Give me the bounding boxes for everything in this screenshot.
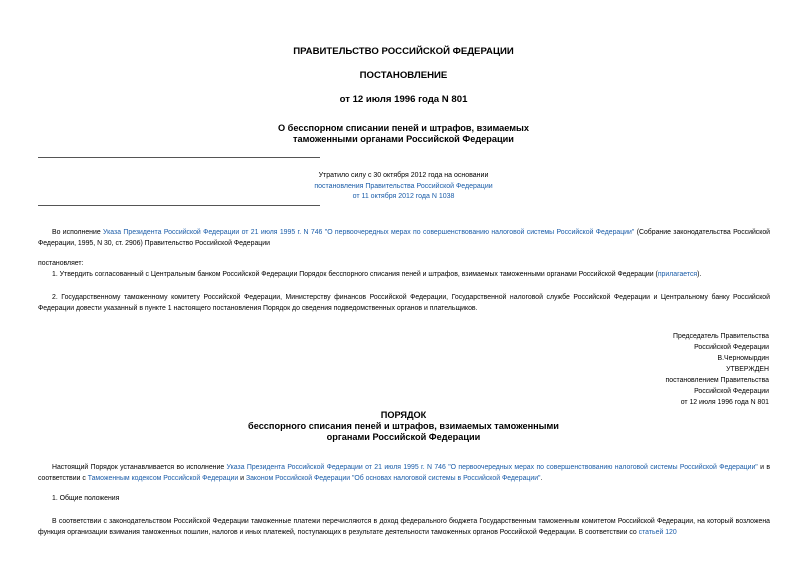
signature-line4: УТВЕРЖДЕН	[726, 366, 769, 373]
status-note	[250, 171, 557, 203]
procedure-intro-and: и	[238, 475, 246, 482]
section-1-text: В соответствии с законодательством Российской Федерации таможенные платежи перечисляются в доход федерального бюджета Государственным таможенным комитетом Российской Федерации, на который возложена функция организации взимания таможенных пошлин, налогов и иных платежей, поступающих в результате деятельности таможенных органов Российской Федерации. В соответствии со	[38, 518, 770, 536]
procedure-intro-middle: и в соответствии с	[38, 464, 771, 482]
item-1-suffix: ).	[697, 271, 702, 278]
decree-word: постановляет:	[38, 260, 84, 267]
preamble-decree-link[interactable]: Указа Президента Российской Федерации от 21 июля 1995 г. N 746 "О первоочередных мерах по совершенствованию налоговой системы Российской Федерации"	[103, 229, 635, 236]
date-number-heading: от 12 июля 1996 года N 801	[339, 94, 468, 105]
item-1-paragraph	[38, 269, 770, 280]
government-heading: ПРАВИТЕЛЬСТВО РОССИЙСКОЙ ФЕДЕРАЦИИ	[293, 46, 514, 57]
doc-title-line1: О бесспорном списании пеней и штрафов, взимаемых	[277, 123, 530, 133]
preamble-prefix: Во исполнение	[52, 229, 104, 236]
doc-type-heading: ПОСТАНОВЛЕНИЕ	[359, 70, 448, 81]
customs-code-link[interactable]: Таможенным кодексом Российской Федерации	[87, 475, 239, 482]
article-120-link[interactable]: статьей 120	[638, 529, 677, 536]
signature-block	[569, 331, 769, 408]
signature-line5: постановлением Правительства	[665, 377, 769, 384]
status-note-line1: Утратило силу с 30 октября 2012 года на основании	[318, 172, 489, 179]
signature-line1: Председатель Правительства	[673, 333, 769, 340]
preamble-paragraph	[38, 227, 770, 249]
divider-top	[38, 157, 320, 158]
section-1-paragraph	[38, 516, 770, 538]
section-1-heading: 1. Общие положения	[52, 495, 120, 502]
item-2-paragraph: 2. Государственному таможенному комитету Российской Федерации, Министерству финансов Российской Федерации, Государственной налоговой службе Российской Федерации и Центральному банку Российской Федерации довести указанный в пункте 1 настоящего постановления Порядок до сведения подведомственных органов и плательщиков.	[38, 294, 770, 312]
procedure-intro-paragraph	[38, 462, 770, 484]
item-1-text: 1. Утвердить согласованный с Центральным банком Российской Федерации Порядок бесспорного списания пеней и штрафов, взимаемых таможенными органами Российской Федерации (	[52, 271, 658, 278]
procedure-subtitle-line1: бесспорного списания пеней и штрафов, взимаемых таможенными	[248, 421, 559, 431]
preamble-suffix: (Собрание законодательства Российской Федерации, 1995, N 30, ст. 2906) Правительство Российской Федерации	[38, 229, 771, 247]
tax-system-law-link[interactable]: Законом Российской Федерации "Об основах налоговой системы в Российской Федерации"	[245, 475, 541, 482]
signature-line2: Российской Федерации	[694, 344, 769, 351]
procedure-subtitle-line2: органами Российской Федерации	[326, 432, 481, 442]
status-note-link-line3[interactable]: от 11 октября 2012 года N 1038	[352, 193, 455, 200]
item-1-attached-link[interactable]: прилагается	[657, 271, 698, 278]
doc-title-line2: таможенными органами Российской Федерации	[293, 134, 514, 144]
divider-bottom	[38, 205, 320, 206]
status-note-link-line2[interactable]: постановления Правительства Российской Федерации	[314, 182, 493, 190]
signature-line6: Российской Федерации	[694, 388, 769, 395]
signature-line3: В.Черномырдин	[717, 355, 769, 362]
procedure-intro-prefix: Настоящий Порядок устанавливается во исполнение	[52, 464, 227, 471]
procedure-intro-decree-link[interactable]: Указа Президента Российской Федерации от 21 июля 1995 г. N 746 "О первоочередных мерах по совершенствованию налоговой системы Российской Федерации"	[226, 464, 758, 471]
procedure-intro-suffix: .	[540, 475, 543, 482]
signature-line7: от 12 июля 1996 года N 801	[680, 399, 769, 406]
procedure-title: ПОРЯДОК	[380, 410, 427, 420]
